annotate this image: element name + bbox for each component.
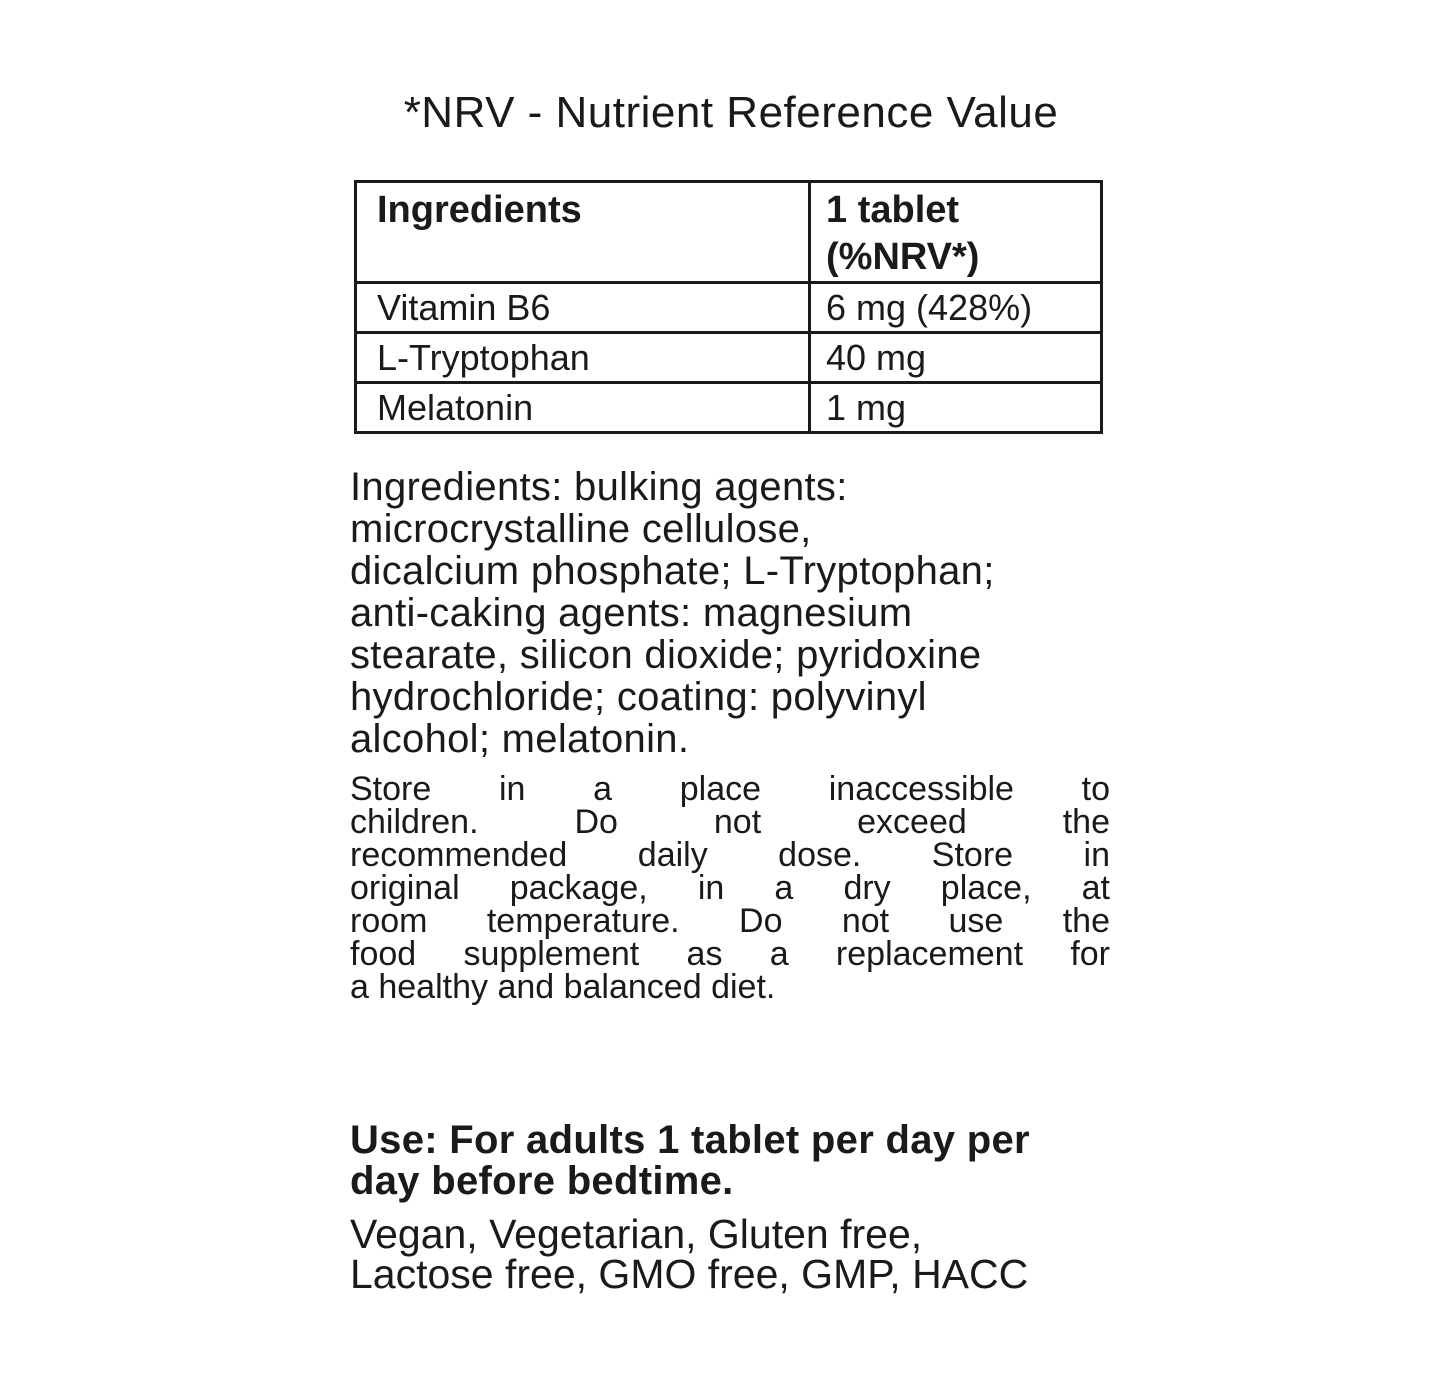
paragraph-line: a healthy and balanced diet. <box>350 968 776 1006</box>
ingredient-amount: 1 mg <box>810 383 1102 433</box>
paragraph-line: stearate, silicon dioxide; pyridoxine <box>350 633 982 677</box>
paragraph-line: day before bedtime. <box>350 1159 734 1203</box>
use-instructions <box>350 1120 1170 1202</box>
paragraph-line: Store in a place inaccessible to <box>350 770 1110 808</box>
certifications-line: Vegan, Vegetarian, Gluten free, <box>350 1211 923 1257</box>
paragraph-line: microcrystalline cellulose, <box>350 507 812 551</box>
paragraph-line: children. Do not exceed the <box>350 803 1110 841</box>
nutrition-table <box>354 180 1103 434</box>
paragraph-line: anti-caking agents: magnesium <box>350 591 913 635</box>
table-row <box>356 383 1102 433</box>
paragraph-line: recommended daily dose. Store in <box>350 836 1110 874</box>
paragraph-line: dicalcium phosphate; L-Tryptophan; <box>350 549 995 593</box>
storage-warning-paragraph <box>350 770 1110 1006</box>
paragraph-line: Ingredients: bulking agents: <box>350 465 848 509</box>
paragraph-line: alcohol; melatonin. <box>350 717 690 761</box>
ingredients-column-header: Ingredients <box>356 182 810 283</box>
table-row <box>356 283 1102 333</box>
ingredient-name: L-Tryptophan <box>356 333 810 383</box>
nrv-title: *NRV - Nutrient Reference Value <box>403 88 1059 137</box>
amount-column-header: 1 tablet (%NRV*) <box>810 182 1102 283</box>
table-header-row <box>356 182 1102 283</box>
ingredient-amount: 6 mg (428%) <box>810 283 1102 333</box>
table-row <box>356 333 1102 383</box>
paragraph-line: food supplement as a replacement for <box>350 935 1110 973</box>
paragraph-line: Use: For adults 1 tablet per day per <box>350 1118 1030 1162</box>
certifications-line: Lactose free, GMO free, GMP, HACC <box>350 1251 1029 1297</box>
paragraph-line: room temperature. Do not use the <box>350 902 1110 940</box>
certifications-list <box>350 1211 1170 1297</box>
paragraph-line: hydrochloride; coating: polyvinyl <box>350 675 927 719</box>
ingredient-name: Vitamin B6 <box>356 283 810 333</box>
ingredient-amount: 40 mg <box>810 333 1102 383</box>
ingredients-paragraph <box>350 466 1125 760</box>
ingredient-name: Melatonin <box>356 383 810 433</box>
paragraph-line: original package, in a dry place, at <box>350 869 1110 907</box>
